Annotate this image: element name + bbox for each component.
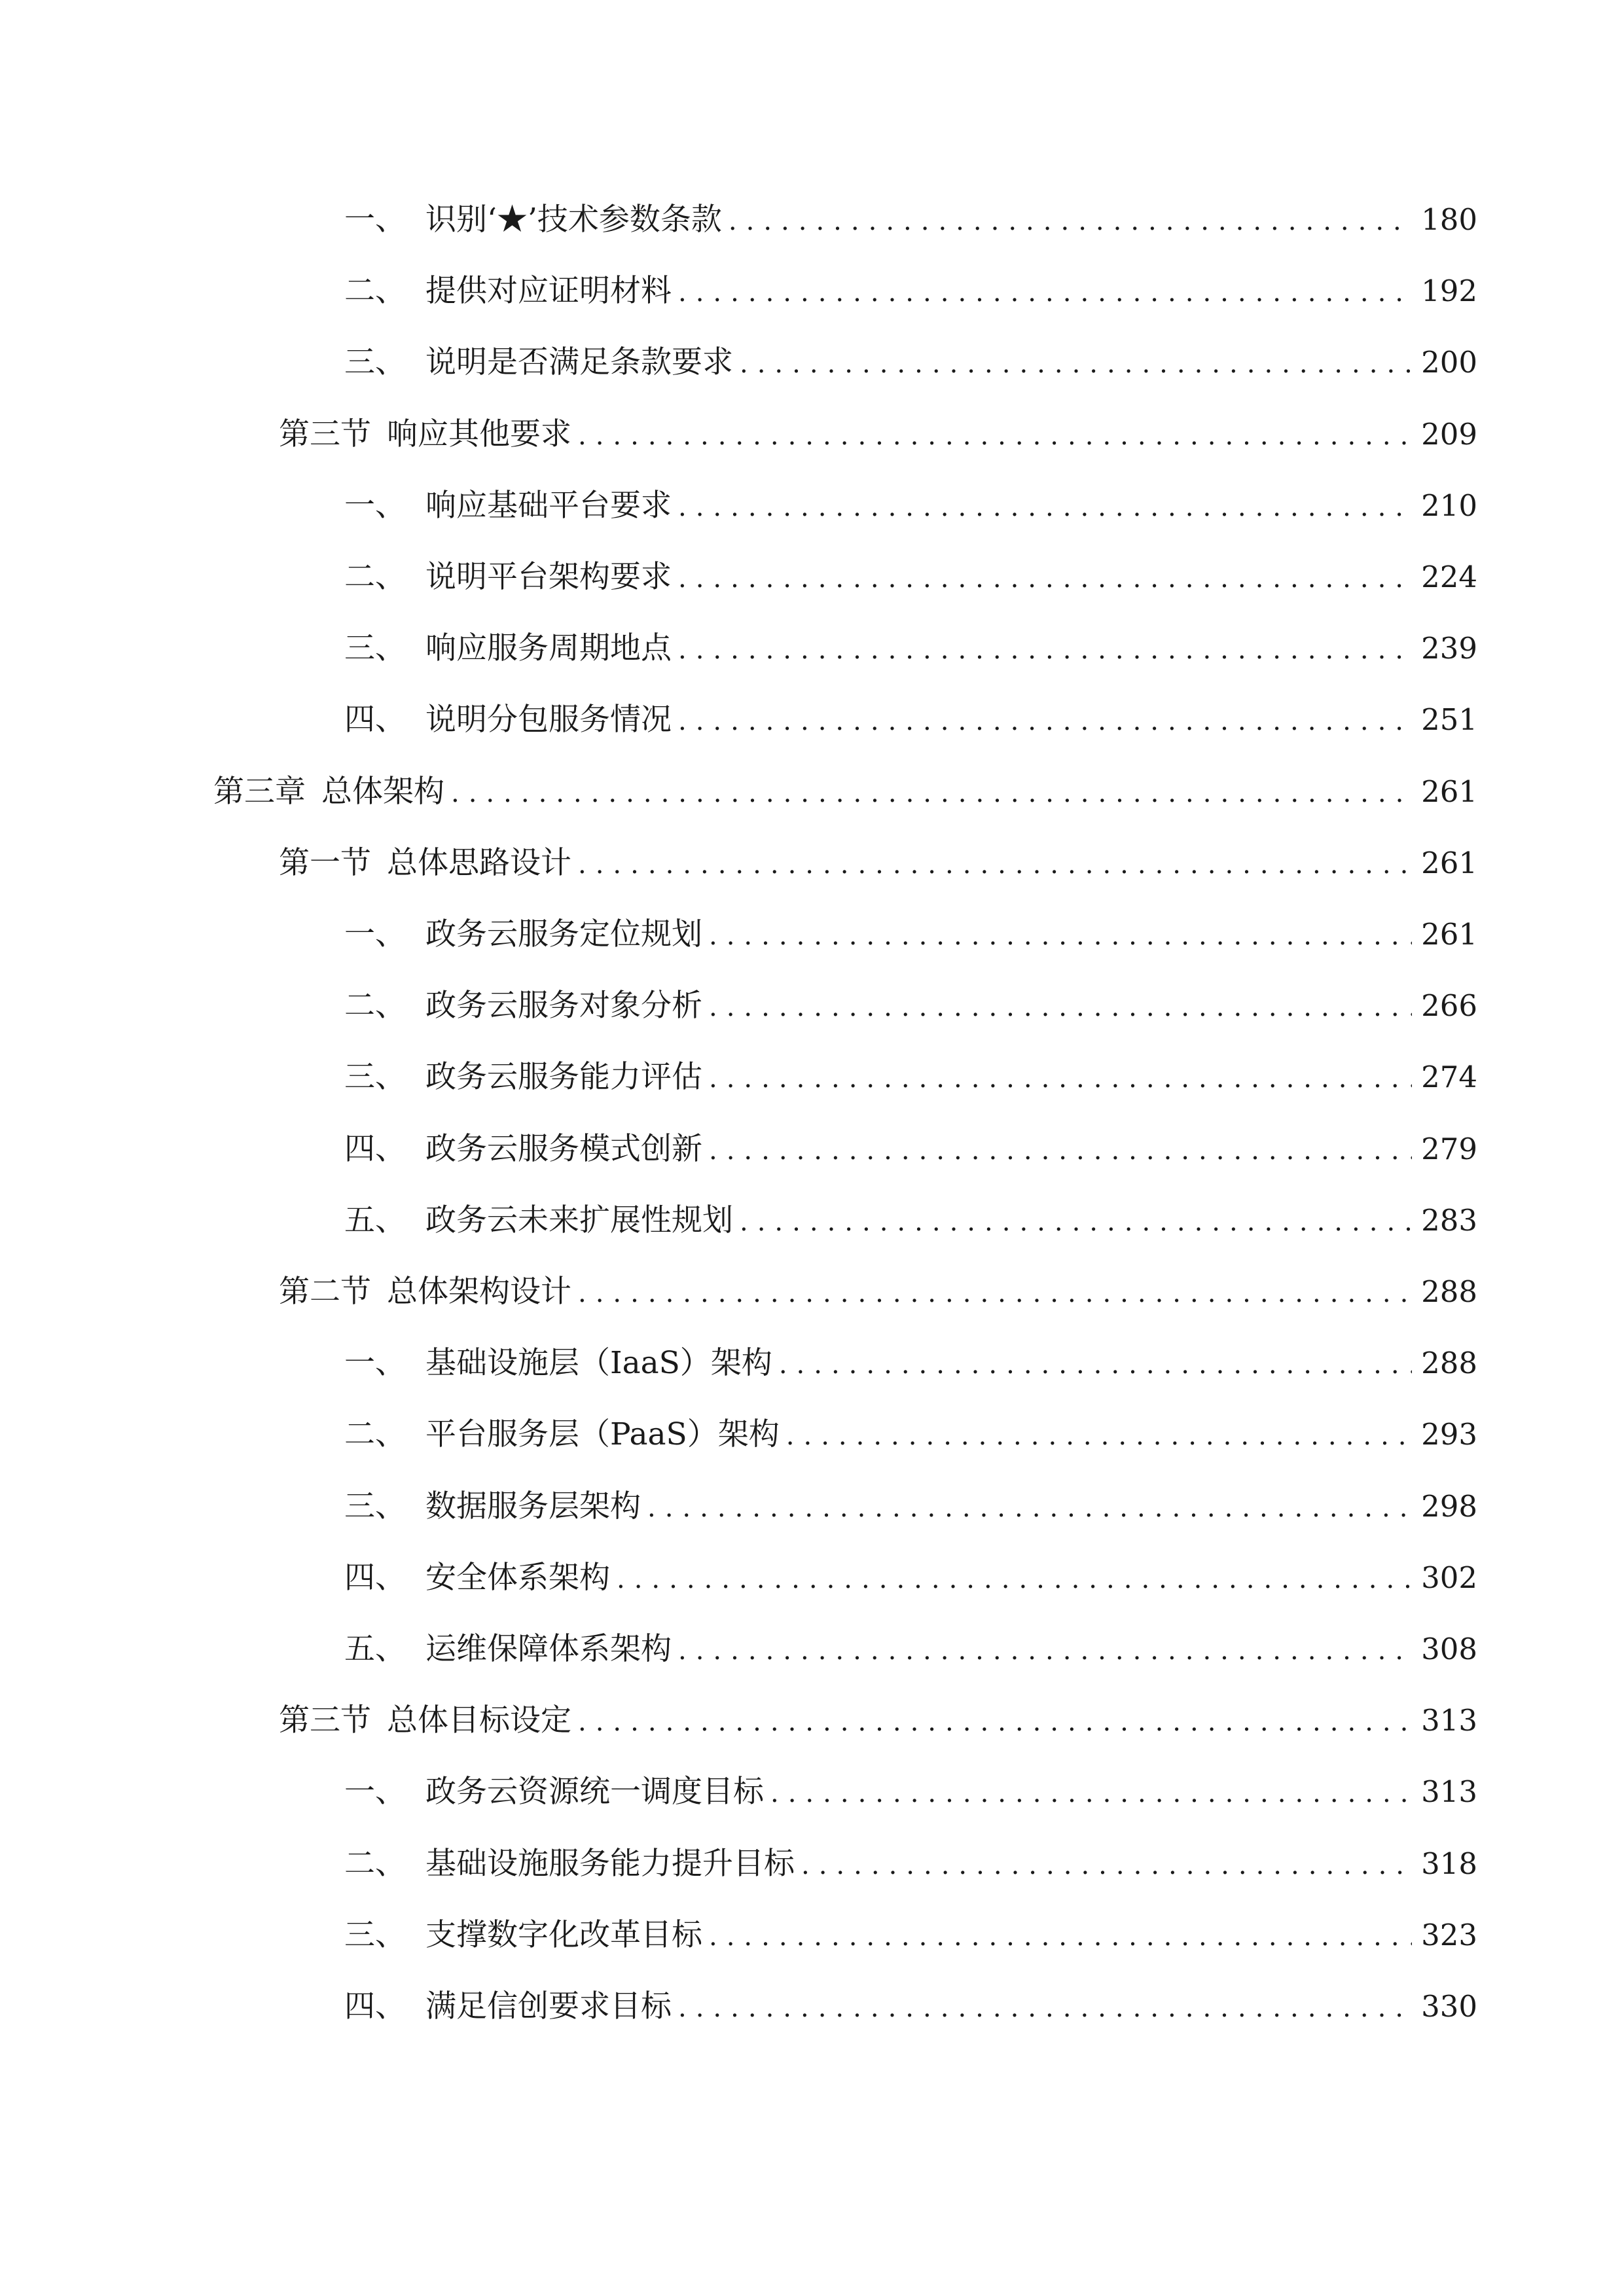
toc-entry-title: 政务云服务定位规划 bbox=[425, 916, 702, 952]
toc-entry-page-number: 323 bbox=[1421, 1918, 1477, 1952]
toc-entry-page-number: 288 bbox=[1421, 1346, 1477, 1380]
toc-dot-leader bbox=[779, 1338, 1412, 1391]
toc-entry-number: 一、 bbox=[344, 1774, 406, 1810]
toc-entry-title: 总体架构 bbox=[321, 774, 444, 810]
toc-entry-page-number: 330 bbox=[1421, 1989, 1477, 2024]
toc-dot-leader bbox=[578, 838, 1412, 891]
toc-dot-leader bbox=[578, 1267, 1412, 1319]
toc-entry-page-number: 283 bbox=[1421, 1203, 1477, 1238]
toc-entry-chapter[interactable] bbox=[213, 766, 1477, 818]
toc-entry-page-number: 210 bbox=[1421, 488, 1477, 523]
toc-entry-title: 基础设施层（IaaS）架构 bbox=[425, 1345, 772, 1381]
toc-entry-number: 五、 bbox=[344, 1631, 406, 1667]
toc-entry-number: 二、 bbox=[344, 559, 406, 595]
toc-entry-section[interactable] bbox=[279, 1266, 1477, 1318]
toc-entry-item[interactable] bbox=[344, 1194, 1477, 1247]
toc-entry-page-number: 298 bbox=[1421, 1489, 1477, 1524]
toc-entry-item[interactable] bbox=[344, 1337, 1477, 1390]
toc-entry-item[interactable] bbox=[344, 1623, 1477, 1676]
toc-entry-title: 数据服务层架构 bbox=[425, 1488, 641, 1524]
toc-entry-number: 二、 bbox=[344, 1416, 406, 1452]
toc-dot-leader bbox=[801, 1839, 1412, 1892]
toc-entry-title: 说明平台架构要求 bbox=[425, 559, 672, 595]
toc-dot-leader bbox=[678, 552, 1412, 605]
toc-entry-page-number: 209 bbox=[1421, 417, 1477, 452]
toc-dot-leader bbox=[709, 910, 1412, 962]
toc-entry-number: 三、 bbox=[344, 344, 406, 380]
toc-entry-title: 响应基础平台要求 bbox=[425, 488, 672, 524]
toc-entry-number: 一、 bbox=[344, 202, 406, 238]
toc-entry-title: 总体思路设计 bbox=[387, 845, 571, 881]
toc-entry-item[interactable] bbox=[344, 908, 1477, 961]
toc-dot-leader bbox=[578, 1696, 1412, 1748]
toc-entry-title: 满足信创要求目标 bbox=[425, 1988, 672, 2024]
toc-dot-leader bbox=[709, 1124, 1412, 1177]
toc-entry-number: 三、 bbox=[344, 1917, 406, 1953]
toc-entry-item[interactable] bbox=[344, 1480, 1477, 1533]
toc-entry-page-number: 313 bbox=[1421, 1703, 1477, 1738]
toc-entry-item[interactable] bbox=[344, 336, 1477, 389]
toc-entry-number: 三、 bbox=[344, 1488, 406, 1524]
toc-entry-title: 提供对应证明材料 bbox=[425, 273, 672, 309]
toc-entry-page-number: 261 bbox=[1421, 846, 1477, 880]
toc-entry-page-number: 302 bbox=[1421, 1560, 1477, 1595]
toc-dot-leader bbox=[709, 981, 1412, 1033]
toc-entry-number: 第三章 bbox=[213, 774, 306, 810]
toc-entry-title: 总体目标设定 bbox=[387, 1702, 571, 1738]
toc-dot-leader bbox=[678, 624, 1412, 676]
toc-entry-page-number: 224 bbox=[1421, 560, 1477, 594]
toc-entry-number: 四、 bbox=[344, 1560, 406, 1596]
toc-entry-page-number: 261 bbox=[1421, 917, 1477, 952]
toc-entry-number: 第三节 bbox=[279, 416, 371, 452]
toc-entry-number: 四、 bbox=[344, 1988, 406, 2024]
toc-entry-title: 支撑数字化改革目标 bbox=[425, 1917, 702, 1953]
toc-entry-item[interactable] bbox=[344, 622, 1477, 675]
toc-entry-page-number: 261 bbox=[1421, 774, 1477, 809]
toc-dot-leader bbox=[678, 695, 1412, 747]
toc-entry-title: 说明分包服务情况 bbox=[425, 702, 672, 738]
toc-entry-number: 四、 bbox=[344, 702, 406, 738]
toc-entry-item[interactable] bbox=[344, 1766, 1477, 1818]
toc-entry-number: 二、 bbox=[344, 273, 406, 309]
toc-entry-page-number: 288 bbox=[1421, 1274, 1477, 1309]
toc-entry-title: 基础设施服务能力提升目标 bbox=[425, 1846, 795, 1882]
toc-entry-item[interactable] bbox=[344, 1408, 1477, 1461]
toc-entry-number: 五、 bbox=[344, 1202, 406, 1238]
toc-entry-item[interactable] bbox=[344, 1838, 1477, 1890]
toc-dot-leader bbox=[578, 410, 1412, 462]
toc-entry-title: 政务云资源统一调度目标 bbox=[425, 1774, 764, 1810]
toc-entry-page-number: 192 bbox=[1421, 274, 1477, 308]
toc-dot-leader bbox=[678, 1624, 1412, 1677]
toc-dot-leader bbox=[617, 1553, 1412, 1605]
toc-entry-number: 第二节 bbox=[279, 1274, 371, 1310]
toc-entry-title: 政务云服务对象分析 bbox=[425, 988, 702, 1024]
toc-entry-title: 安全体系架构 bbox=[425, 1560, 610, 1596]
toc-entry-number: 一、 bbox=[344, 916, 406, 952]
toc-entry-item[interactable] bbox=[344, 265, 1477, 317]
toc-dot-leader bbox=[678, 481, 1412, 533]
toc-entry-section[interactable] bbox=[279, 408, 1477, 461]
toc-dot-leader bbox=[451, 767, 1412, 819]
toc-dot-leader bbox=[770, 1767, 1412, 1820]
toc-entry-page-number: 293 bbox=[1421, 1417, 1477, 1452]
toc-dot-leader bbox=[709, 1910, 1412, 1963]
toc-entry-item[interactable] bbox=[344, 1981, 1477, 2033]
toc-entry-page-number: 251 bbox=[1421, 702, 1477, 737]
toc-entry-item[interactable] bbox=[344, 194, 1477, 246]
toc-entry-number: 三、 bbox=[344, 1059, 406, 1095]
toc-entry-number: 三、 bbox=[344, 630, 406, 666]
toc-entry-item[interactable] bbox=[344, 1909, 1477, 1962]
toc-entry-number: 一、 bbox=[344, 488, 406, 524]
toc-entry-page-number: 308 bbox=[1421, 1632, 1477, 1666]
toc-entry-number: 第一节 bbox=[279, 845, 371, 881]
toc-entry-title: 响应服务周期地点 bbox=[425, 630, 672, 666]
toc-entry-title: 政务云未来扩展性规划 bbox=[425, 1202, 733, 1238]
toc-dot-leader bbox=[647, 1482, 1412, 1534]
toc-entry-title: 响应其他要求 bbox=[387, 416, 571, 452]
toc-dot-leader bbox=[786, 1410, 1412, 1462]
toc-entry-title: 总体架构设计 bbox=[387, 1274, 571, 1310]
toc-entry-page-number: 239 bbox=[1421, 631, 1477, 666]
toc-entry-section[interactable] bbox=[279, 1695, 1477, 1747]
toc-entry-item[interactable] bbox=[344, 694, 1477, 746]
toc-entry-page-number: 274 bbox=[1421, 1060, 1477, 1094]
toc-entry-section[interactable] bbox=[279, 837, 1477, 889]
toc-entry-item[interactable] bbox=[344, 980, 1477, 1032]
toc-entry-item[interactable] bbox=[344, 1051, 1477, 1103]
toc-entry-title: 运维保障体系架构 bbox=[425, 1631, 672, 1667]
toc-entry-item[interactable] bbox=[344, 480, 1477, 532]
toc-dot-leader bbox=[678, 1982, 1412, 2034]
toc-entry-page-number: 279 bbox=[1421, 1132, 1477, 1166]
toc-entry-number: 二、 bbox=[344, 988, 406, 1024]
toc-entry-page-number: 200 bbox=[1421, 345, 1477, 380]
toc-entry-item[interactable] bbox=[344, 1552, 1477, 1604]
toc-dot-leader bbox=[709, 1052, 1412, 1105]
toc-entry-page-number: 318 bbox=[1421, 1846, 1477, 1881]
toc-entry-item[interactable] bbox=[344, 551, 1477, 603]
toc-dot-leader bbox=[740, 338, 1412, 390]
toc-dot-leader bbox=[729, 195, 1412, 247]
toc-entry-item[interactable] bbox=[344, 1123, 1477, 1175]
toc-entry-title: 政务云服务能力评估 bbox=[425, 1059, 702, 1095]
toc-entry-number: 一、 bbox=[344, 1345, 406, 1381]
toc-entry-page-number: 180 bbox=[1421, 202, 1477, 237]
toc-entry-number: 二、 bbox=[344, 1846, 406, 1882]
toc-entry-number: 第三节 bbox=[279, 1702, 371, 1738]
toc-entry-title: 政务云服务模式创新 bbox=[425, 1131, 702, 1167]
toc-entry-page-number: 266 bbox=[1421, 988, 1477, 1023]
toc-dot-leader bbox=[740, 1196, 1412, 1248]
toc-dot-leader bbox=[678, 266, 1412, 319]
toc-entry-title: 说明是否满足条款要求 bbox=[425, 344, 733, 380]
toc-entry-number: 四、 bbox=[344, 1131, 406, 1167]
toc-entry-title: 平台服务层（PaaS）架构 bbox=[425, 1416, 780, 1452]
toc-entry-page-number: 313 bbox=[1421, 1774, 1477, 1809]
toc-entry-title: 识别‘★’技术参数条款 bbox=[425, 202, 722, 238]
